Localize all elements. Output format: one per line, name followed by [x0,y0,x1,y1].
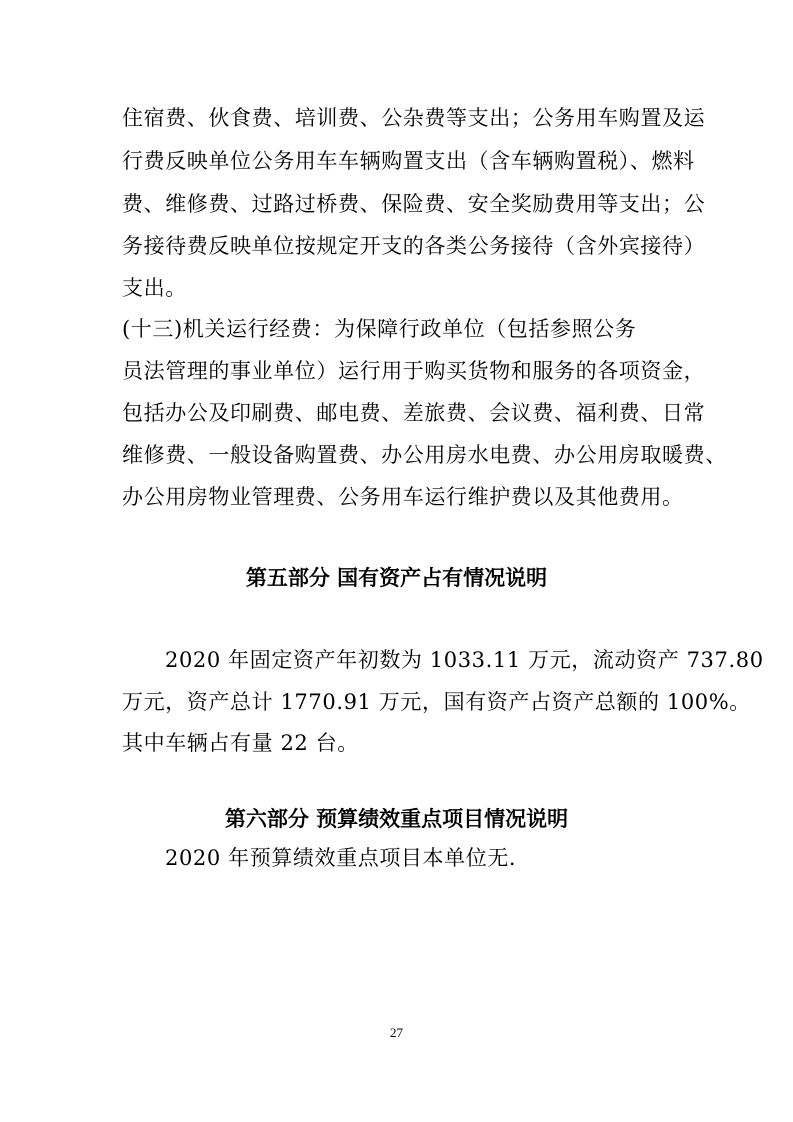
text-line: 支出。 [122,276,187,300]
text-line: 2020 年预算绩效重点项目本单位无. [165,846,517,870]
page-number: 27 [390,1025,403,1040]
text-line: 维修费、一般设备购置费、办公用房水电费、办公用房取暖费、 [122,443,727,467]
text-line: 2020 年固定资产年初数为 1033.11 万元，流动资产 737.80 [165,648,764,672]
text-line: 费、维修费、过路过桥费、保险费、安全奖励费用等支出；公 [122,192,706,216]
text-line: 办公用房物业管理费、公务用车运行维护费以及其他费用。 [122,485,684,509]
text-line: 行费反映单位公务用车车辆购置支出（含车辆购置税）、燃料 [122,149,695,173]
text-line: 员法管理的事业单位）运行用于购买货物和服务的各项资金， [122,359,706,383]
text-line: 其中车辆占有量 22 台。 [122,731,359,755]
text-line: 住宿费、伙食费、培训费、公杂费等支出；公务用车购置及运 [122,106,706,130]
part-six-heading: 第六部分 预算绩效重点项目情况说明 [224,807,569,831]
text-line: (十三)机关运行经费：为保障行政单位（包括参照公务 [122,317,637,341]
part-five-heading: 第五部分 国有资产占有情况说明 [245,566,548,590]
text-line: 务接待费反映单位按规定开支的各类公务接待（含外宾接待） [122,234,706,258]
text-line: 包括办公及印刷费、邮电费、差旅费、会议费、福利费、日常 [122,401,706,425]
text-line: 万元，资产总计 1770.91 万元，国有资产占资产总额的 100%。 [122,690,751,714]
